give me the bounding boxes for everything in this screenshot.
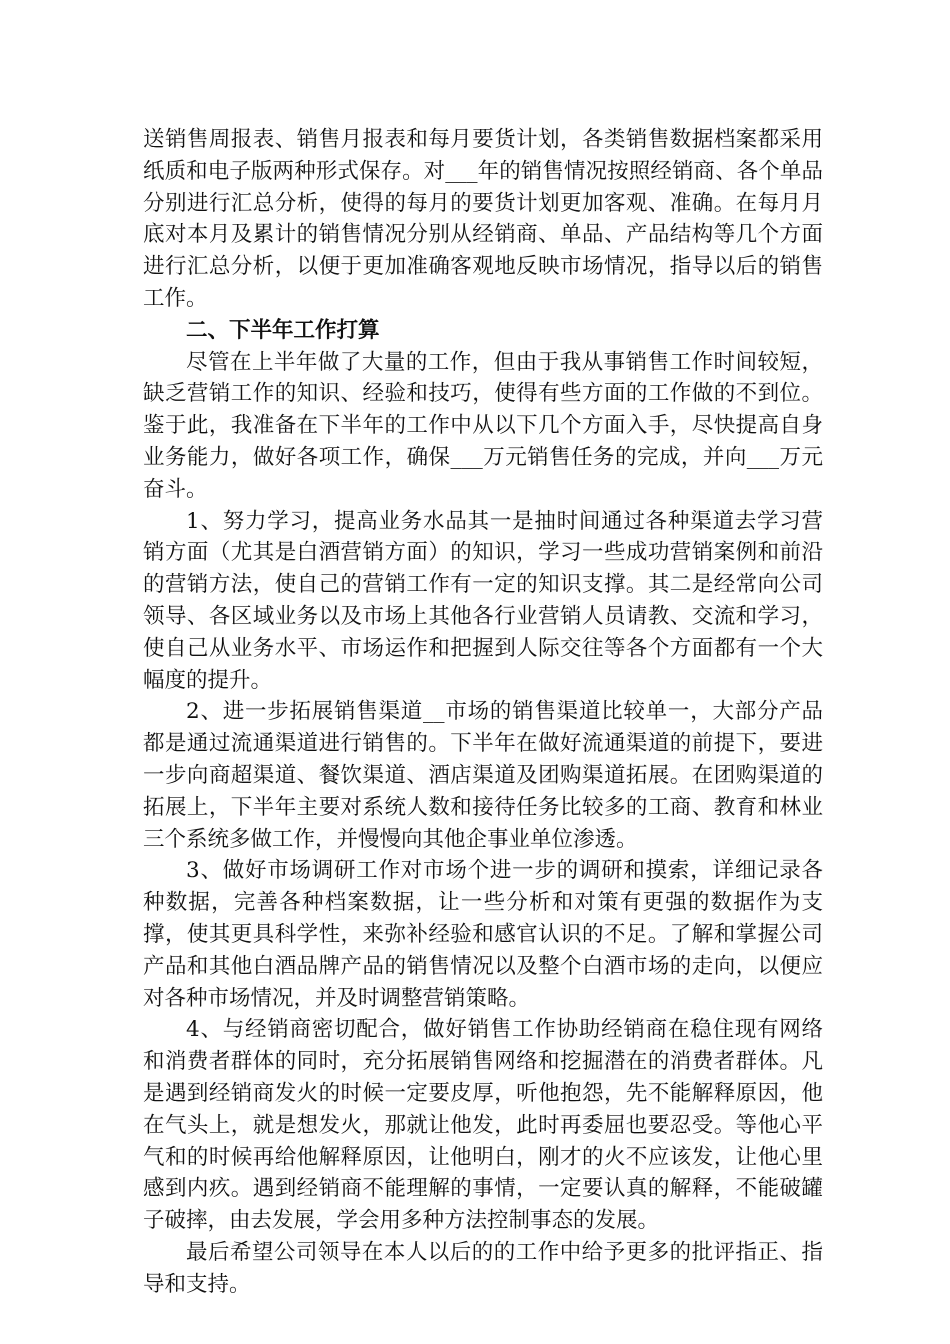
paragraph-overview: 尽管在上半年做了大量的工作，但由于我从事销售工作时间较短，缺乏营销工作的知识、经验和技巧，使得有些方面的工作做的不到位。鉴于此，我准备在下半年的工作中从以下几个方面入手，尽快提高自身业务能力，做好各项工作，确保___万元销售任务的完成，并向___万元奋斗。 <box>143 349 823 502</box>
intro-continuation-paragraph: 送销售周报表、销售月报表和每月要货计划，各类销售数据档案都采用纸质和电子版两种形式保存。对___年的销售情况按照经销商、各个单品分别进行汇总分析，使得的每月的要货计划更加客观、准确。在每月月底对本月及累计的销售情况分别从经销商、单品、产品结构等几个方面进行汇总分析，以便于更加准确客观地反映市场情况，指导以后的销售工作。 <box>143 127 823 311</box>
paragraph-item-1: 1、努力学习，提高业务水品其一是抽时间通过各种渠道去学习营销方面（尤其是白酒营销方面）的知识，学习一些成功营销案例和前沿的营销方法，使自己的营销工作有一定的知识支撑。其二是经常向公司领导、各区域业务以及市场上其他各行业营销人员请教、交流和学习，使自己从业务水平、市场运作和把握到人际交往等各个方面都有一个大幅度的提升。 <box>143 508 823 693</box>
paragraph-item-2: 2、进一步拓展销售渠道__市场的销售渠道比较单一，大部分产品都是通过流通渠道进行销售的。下半年在做好流通渠道的前提下，要进一步向商超渠道、餐饮渠道、酒店渠道及团购渠道拓展。在团购渠道的拓展上，下半年主要对系统人数和接待任务比较多的工商、教育和林业三个系统多做工作，并慢慢向其他企事业单位渗透。 <box>143 699 823 852</box>
section-heading: 二、下半年工作打算 <box>186 317 380 343</box>
paragraph-item-3: 3、做好市场调研工作对市场个进一步的调研和摸索，详细记录各种数据，完善各种档案数据，让一些分析和对策有更强的数据作为支撑，使其更具科学性，来弥补经验和感官认识的不足。了解和掌握公司产品和其他白酒品牌产品的销售情况以及整个白酒市场的走向，以便应对各种市场情况，并及时调整营销策略。 <box>143 858 823 1011</box>
document-page <box>143 124 823 1300</box>
paragraph-closing: 最后希望公司领导在本人以后的的工作中给予更多的批评指正、指导和支持。 <box>143 1239 823 1297</box>
paragraph-item-4: 4、与经销商密切配合，做好销售工作协助经销商在稳住现有网络和消费者群体的同时，充分拓展销售网络和挖掘潜在的消费者群体。凡是遇到经销商发火的时候一定要皮厚，听他抱怨，先不能解释原因，他在气头上，就是想发火，那就让他发，此时再委屈也要忍受。等他心平气和的时候再给他解释原因，让他明白，刚才的火不应该发，让他心里感到内疚。遇到经销商不能理解的事情，一定要认真的解释，不能破罐子破摔，由去发展，学会用多种方法控制事态的发展。 <box>143 1017 823 1234</box>
